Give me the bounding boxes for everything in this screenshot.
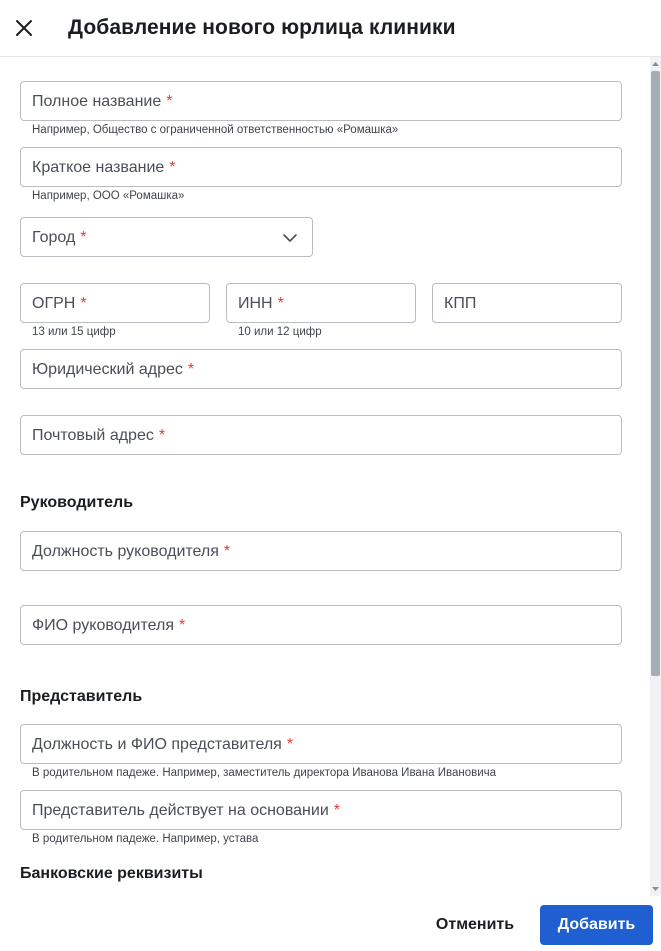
full-name-field[interactable] <box>20 81 622 121</box>
required-mark: * <box>158 427 166 444</box>
section-head-title: Руководитель <box>20 494 134 511</box>
rep-basis-field[interactable] <box>20 790 622 830</box>
full-name-label: Полное название * <box>32 93 173 110</box>
city-select[interactable] <box>20 217 313 257</box>
ogrn-field[interactable] <box>20 283 210 323</box>
head-position-field[interactable] <box>20 531 622 571</box>
dialog-title: Добавление нового юрлица клиники <box>68 16 456 39</box>
kpp-field[interactable] <box>432 283 622 323</box>
required-mark: * <box>80 295 87 312</box>
required-mark: * <box>169 159 176 176</box>
legal-address-field[interactable] <box>20 349 622 389</box>
required-mark: * <box>286 736 294 753</box>
rep-basis-hint: В родительном падеже. Например, устава <box>32 833 259 845</box>
rep-position-name-field[interactable] <box>20 724 622 764</box>
ogrn-hint: 13 или 15 цифр <box>32 326 116 338</box>
required-mark: * <box>166 93 173 110</box>
short-name-field[interactable] <box>20 147 622 187</box>
cancel-button[interactable]: Отменить <box>435 916 515 933</box>
postal-address-field[interactable] <box>20 415 622 455</box>
kpp-label: КПП <box>444 295 477 312</box>
form-content <box>0 57 661 896</box>
city-label: Город * <box>32 229 87 246</box>
required-mark: * <box>80 229 87 246</box>
head-name-field[interactable] <box>20 605 622 645</box>
head-position-label: Должность руководителя * <box>32 543 231 560</box>
short-name-hint: Например, ООО «Ромашка» <box>32 190 185 202</box>
dialog-header <box>0 0 661 57</box>
section-bank-title: Банковские реквизиты <box>20 865 203 882</box>
close-icon <box>12 16 36 40</box>
required-mark: * <box>187 361 195 378</box>
full-name-hint: Например, Общество с ограниченной ответственностью «Ромашка» <box>32 124 399 136</box>
inn-label: ИНН * <box>238 295 284 312</box>
rep-position-name-label: Должность и ФИО представителя * <box>32 736 294 753</box>
scrollbar-thumb[interactable] <box>651 71 660 676</box>
postal-address-label: Почтовый адрес * <box>32 427 166 444</box>
scroll-down-arrow-icon[interactable] <box>651 885 660 893</box>
required-mark: * <box>277 295 284 312</box>
legal-address-label: Юридический адрес * <box>32 361 195 378</box>
ogrn-label: ОГРН * <box>32 295 87 312</box>
required-mark: * <box>333 802 340 819</box>
dialog-footer <box>0 896 661 951</box>
close-button[interactable] <box>12 16 36 40</box>
section-representative-title: Представитель <box>20 688 143 705</box>
add-button[interactable]: Добавить <box>540 905 653 945</box>
short-name-label: Краткое название * <box>32 159 176 176</box>
scroll-up-arrow-icon[interactable] <box>651 60 660 68</box>
inn-hint: 10 или 12 цифр <box>238 326 322 338</box>
chevron-down-icon <box>282 230 298 246</box>
head-name-label: ФИО руководителя * <box>32 617 186 634</box>
inn-field[interactable] <box>226 283 416 323</box>
rep-position-name-hint: В родительном падеже. Например, заместитель директора Иванова Ивана Ивановича <box>32 767 497 779</box>
required-mark: * <box>179 617 186 634</box>
rep-basis-label: Представитель действует на основании * <box>32 802 340 819</box>
required-mark: * <box>223 543 231 560</box>
